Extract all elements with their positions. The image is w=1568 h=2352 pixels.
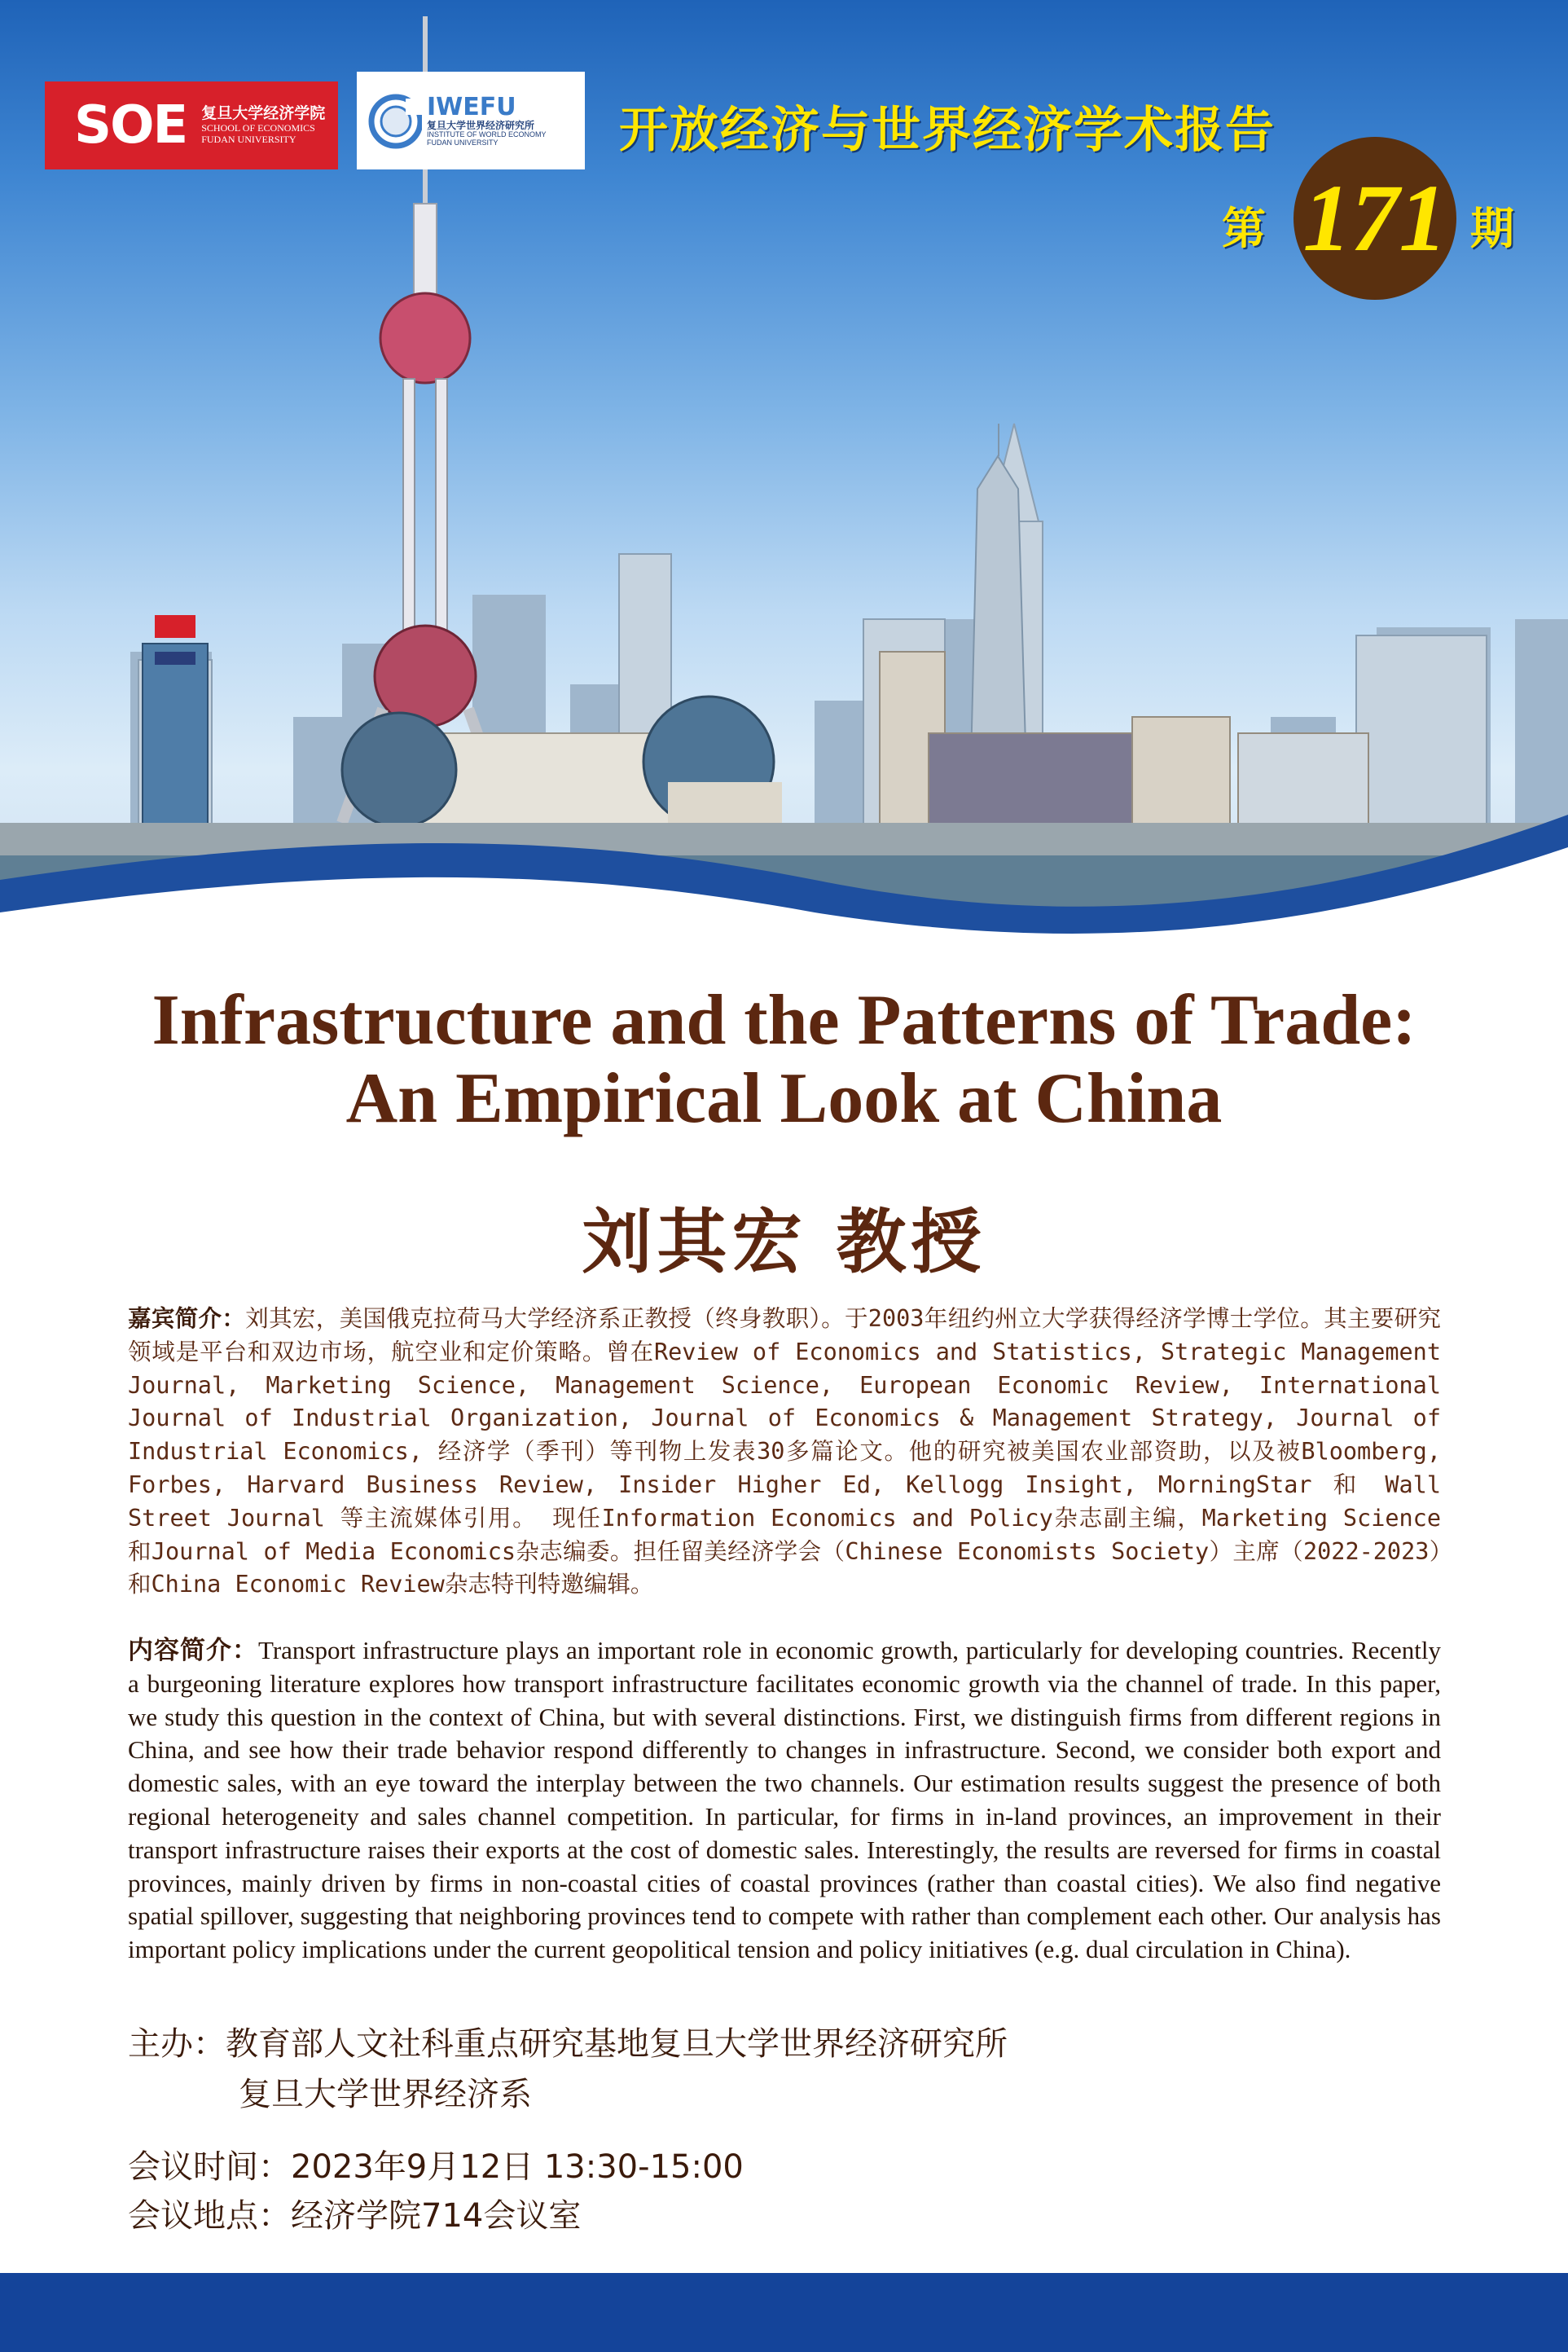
time-label: 会议时间：	[128, 2148, 291, 2186]
soe-logo-en-1: SCHOOL OF ECONOMICS	[201, 122, 315, 134]
soe-logo-cn: 复旦大学经济学院	[201, 104, 326, 123]
speaker-name: 刘其宏 教授	[582, 1202, 986, 1283]
soe-fudan-logo	[45, 81, 338, 169]
soe-logo-mark: SOE	[74, 95, 187, 156]
host-info	[128, 2019, 1008, 2120]
soe-logo-en-2: FUDAN UNIVERSITY	[201, 133, 296, 145]
abstract-label: 内容简介：	[128, 1636, 258, 1665]
meeting-time: 2023年9月12日 13:30-15:00	[291, 2148, 744, 2186]
host-line-2: 复旦大学世界经济系	[239, 2076, 532, 2113]
iwefu-logo-en-1: INSTITUTE OF WORLD ECONOMY	[427, 130, 547, 139]
issue-number: 171	[1302, 165, 1447, 271]
place-label: 会议地点：	[128, 2197, 291, 2235]
talk-abstract	[128, 1634, 1441, 1967]
hero-banner	[0, 0, 1568, 986]
speaker-bio	[128, 1302, 1441, 1602]
iwefu-logo	[357, 72, 585, 169]
meeting-place: 经济学院714会议室	[291, 2197, 582, 2235]
host-label: 主办：	[128, 2025, 226, 2063]
talk-title-line-1: Infrastructure and the Patterns of Trade:	[152, 981, 1416, 1060]
abstract-text: Transport infrastructure plays an important role in economic growth, particularly for developing countries. Recently a burgeoning literature explores how transport infrastructure facilitates economic growth via the channel of trade. In this paper, we study this question in the context of China, but with several distinctions. First, we distinguish firms from different regions in China, and see how their trade behavior respond differently to changes in infrastructure. Second, we consider both export and domestic sales, with an eye toward the interplay between the two channels. Our estimation results suggest the presence of both regional heterogeneity and sales channel competition. In particular, for firms in in-land provinces, an improvement in their transport infrastructure raises their exports at the cost of domestic sales. Interestingly, the results are reversed for firms in coastal provinces, mainly driven by firms in non-coastal cities of coastal provinces (rather than coastal cities). We also find negative spatial spillover, suggesting that neighboring provinces tend to compete with rather than complement each other. Our analysis has important policy implications under the current geopolitical tension and policy initiatives (e.g. dual circulation in China).	[128, 1636, 1442, 1964]
issue-suffix: 期	[1470, 203, 1514, 254]
globe-emblem-icon	[365, 84, 422, 157]
host-line-1: 教育部人文社科重点研究基地复旦大学世界经济研究所	[226, 2025, 1008, 2063]
series-title: 开放经济与世界经济学术报告	[619, 102, 1276, 159]
iwefu-logo-en-2: FUDAN UNIVERSITY	[427, 138, 499, 147]
talk-title	[81, 982, 1487, 1138]
bio-text: 刘其宏，美国俄克拉荷马大学经济系正教授（终身教职）。于2003年纽约州立大学获得经济学博士学位。其主要研究领域是平台和双边市场，航空业和定价策略。曾在Review of Economics and Statistics, Strategic Management Journal, Marketing Science, Management Science, European Economic Review, International Journal of Industrial Organization, Journal of Economics & Management Strategy, Journal of Industrial Economics, 经济学（季刊）等刊物上发表30多篇论文。他的研究被美国农业部资助，以及被Bloomberg, Forbes, Harvard Business Review, Insider Higher Ed, Kellogg Insight, MorningStar 和 Wall Street Journal 等主流媒体引用。 现任Information Economics and Policy杂志副主编，Marketing Science 和Journal of Media Economics杂志编委。担任留美经济学会（Chinese Economists Society）主席（2022-2023）和China Economic Review杂志特刊特邀编辑。	[128, 1305, 1441, 1598]
footer-bar	[0, 2273, 1568, 2352]
iwefu-logo-cn: 复旦大学世界经济研究所	[427, 120, 535, 132]
issue-prefix: 第	[1222, 203, 1266, 254]
iwefu-logo-mark: IWEFU	[427, 93, 516, 122]
bio-label: 嘉宾简介：	[128, 1304, 246, 1332]
talk-title-line-2: An Empirical Look at China	[345, 1059, 1223, 1138]
meeting-info	[128, 2143, 744, 2240]
